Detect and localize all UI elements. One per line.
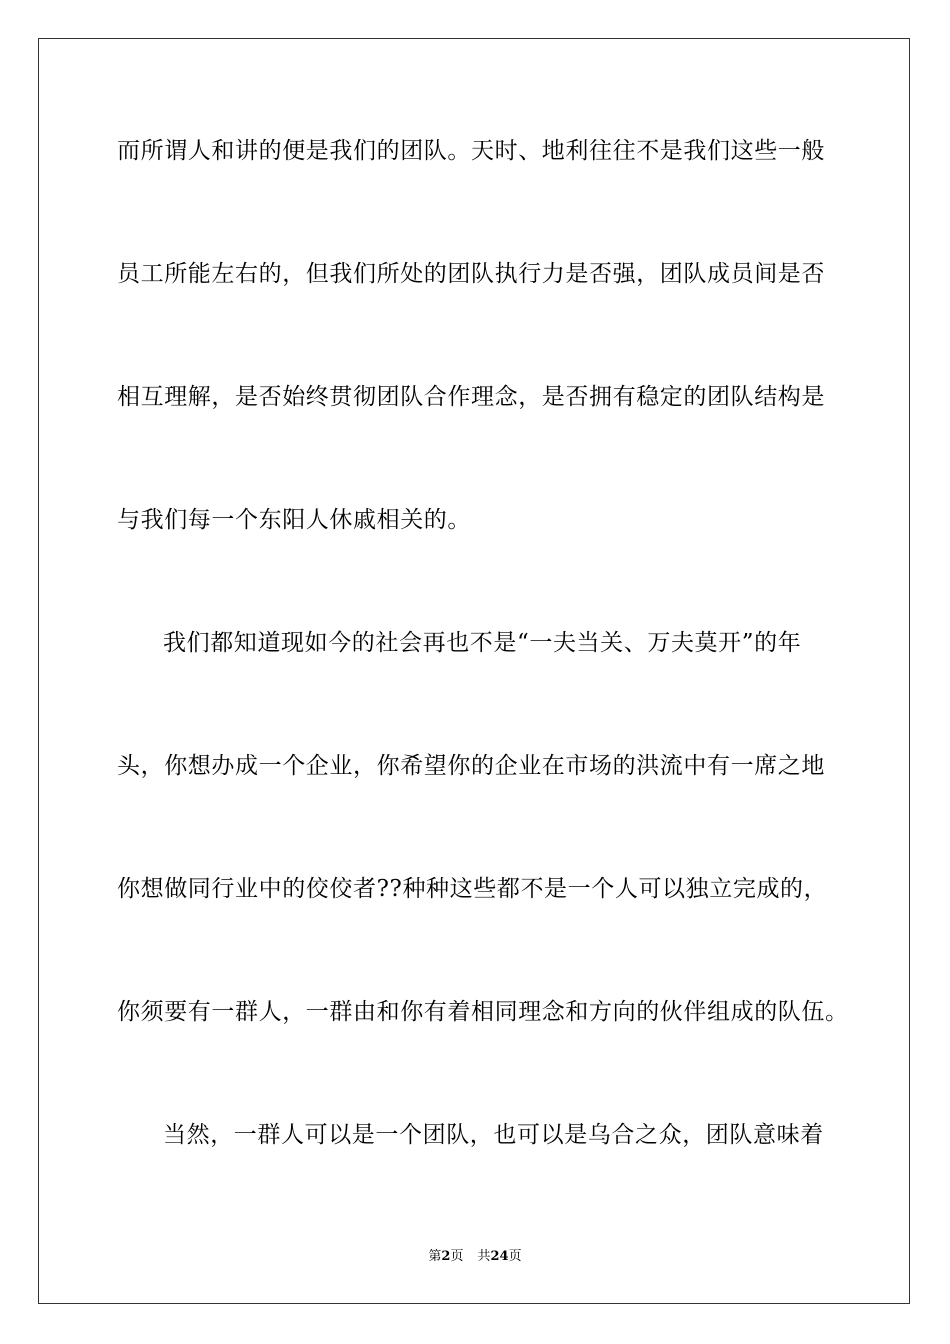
footer-total-prefix: 共 [477,1249,491,1264]
paragraph-line: 与我们每一个东阳人休戚相关的。 [117,507,471,533]
paragraph-line: 而所谓人和讲的便是我们的团队。天时、地利往往不是我们这些一般 [117,138,825,164]
paragraph-line: 头，你想办成一个企业，你希望你的企业在市场的洪流中有一席之地 [117,753,825,779]
paragraph-line: 当然，一群人可以是一个团队，也可以是乌合之众，团队意味着 [163,1122,824,1148]
footer-total-suffix: 页 [508,1249,522,1264]
footer-total-pages: 24 [490,1249,509,1264]
paragraph-line: 你须要有一群人，一群由和你有着相同理念和方向的伙伴组成的队伍。 [117,999,849,1025]
footer-page-prefix: 第 [428,1249,442,1264]
footer-current-page: 2 [441,1249,451,1264]
paragraph-line: 员工所能左右的，但我们所处的团队执行力是否强，团队成员间是否 [117,261,825,287]
page-footer [0,1248,950,1266]
page-border [38,38,910,1304]
paragraph-line: 相互理解，是否始终贯彻团队合作理念，是否拥有稳定的团队结构是 [117,384,825,410]
paragraph-line: 我们都知道现如今的社会再也不是“一夫当关、万夫莫开”的年 [163,630,802,656]
paragraph-line: 你想做同行业中的佼佼者??种种这些都不是一个人可以独立完成的， [117,876,828,902]
footer-page-suffix: 页 [450,1249,464,1264]
